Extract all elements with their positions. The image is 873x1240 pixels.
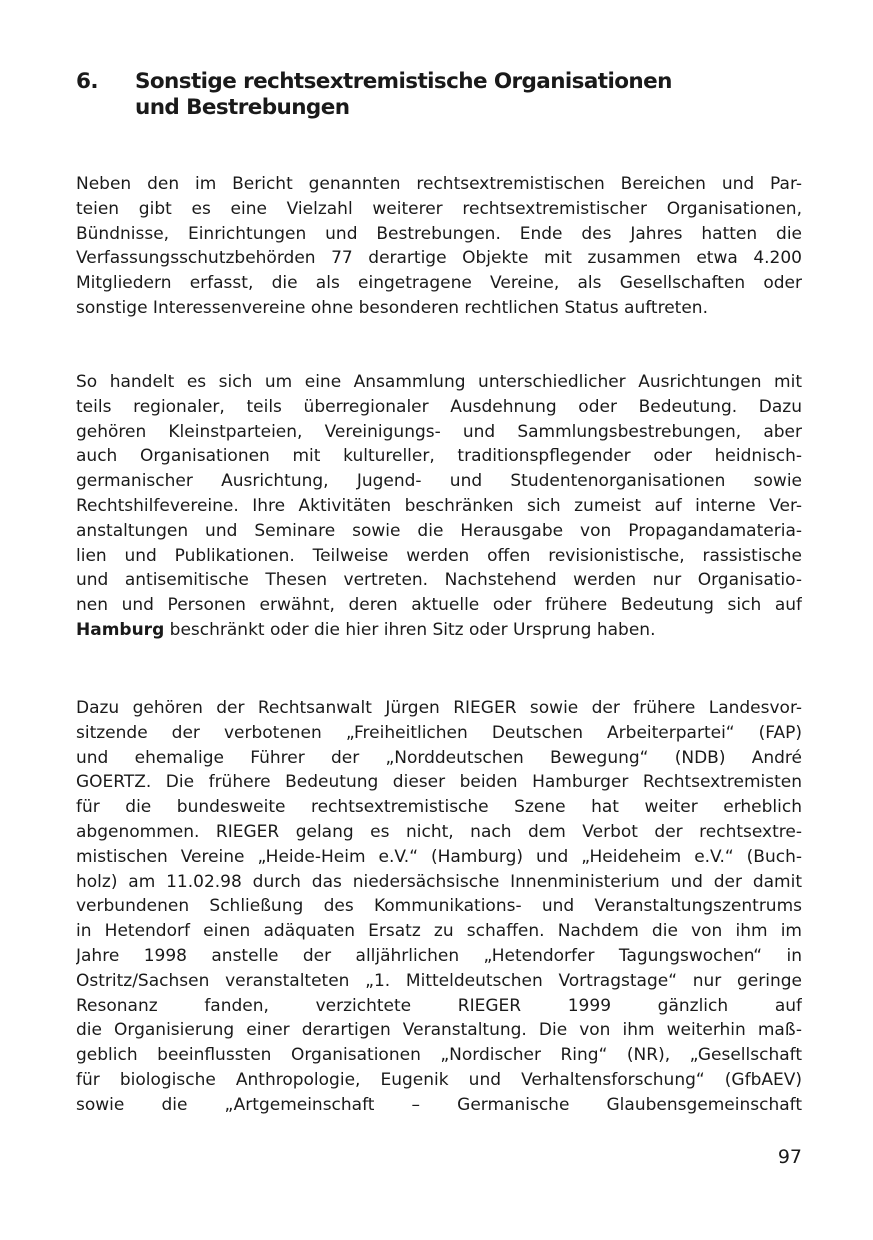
text-line: Verfassungsschutzbehörden 77 derartige Objekte mit zusammen etwa 4.200 [76,248,802,269]
text-line: teils regionaler, teils überregionaler Ausdehnung oder Bedeutung. Dazu [76,396,802,417]
text-line: in Hetendorf einen adäquaten Ersatz zu schaffen. Nachdem die von ihm im [76,921,802,942]
section-title [135,69,785,121]
paragraph-3 [76,696,802,1118]
text-line: und antisemitische Thesen vertreten. Nachstehend werden nur Organisatio- [76,570,802,591]
text-line [76,618,802,643]
hamburg-bold: Hamburg [76,619,165,640]
text-line: anstaltungen und Seminare sowie die Herausgabe von Propagandamateria- [76,520,802,541]
text-line: Resonanz fanden, verzichtete RIEGER 1999 gänzlich auf [76,995,802,1016]
text-line: Bündnisse, Einrichtungen und Bestrebungen. Ende des Jahres hatten die [76,223,802,244]
text-line: sitzende der verbotenen „Freiheitlichen Deutschen Arbeiterpartei“ (FAP) [76,722,802,743]
text-line: nen und Personen erwähnt, deren aktuelle oder frühere Bedeutung sich auf [76,595,802,616]
section-title-line: und Bestrebungen [135,95,350,120]
text-line: gehören Kleinstparteien, Vereinigungs- und Sammlungsbestrebungen, aber [76,421,802,442]
text-line: verbundenen Schließung des Kommunikations- und Veranstaltungszentrums [76,896,802,917]
text-line: germanischer Ausrichtung, Jugend- und Studentenorganisationen sowie [76,471,802,492]
text-line: Neben den im Bericht genannten rechtsextremistischen Bereichen und Par- [76,174,802,194]
text-line: sowie die „Artgemeinschaft – Germanische Glaubensgemeinschaft [76,1094,802,1115]
section-title-line: Sonstige rechtsextremistische Organisationen [135,69,672,94]
section-number: 6. [76,69,98,94]
text-line: teien gibt es eine Vielzahl weiterer rechtsextremistischer Organisationen, [76,198,802,219]
text-line: GOERTZ. Die frühere Bedeutung dieser beiden Hamburger Rechtsextremisten [76,772,802,793]
text-line: Ostritz/Sachsen veranstalteten „1. Mitteldeutschen Vortragstage“ nur geringe [76,970,802,991]
text-line: mistischen Vereine „Heide-Heim e.V.“ (Hamburg) und „Heideheim e.V.“ (Buch- [76,846,802,867]
text-line: holz) am 11.02.98 durch das niedersächsische Innenministerium und der damit [76,871,802,892]
text-line: auch Organisationen mit kultureller, traditionspflegender oder heidnisch- [76,446,802,467]
text-line: So handelt es sich um eine Ansammlung unterschiedlicher Ausrichtungen mit [76,372,802,392]
text-line: Jahre 1998 anstelle der alljährlichen „Hetendorfer Tagungswochen“ in [76,945,802,966]
text-line: und ehemalige Führer der „Norddeutschen Bewegung“ (NDB) André [76,747,802,768]
text-line: für biologische Anthropologie, Eugenik und Verhaltensforschung“ (GfbAEV) [76,1069,802,1090]
text-line: Rechtshilfevereine. Ihre Aktivitäten beschränken sich zumeist auf interne Ver- [76,495,802,516]
text-line-rest: beschränkt oder die hier ihren Sitz oder Ursprung haben. [164,619,656,640]
paragraph-2 [76,370,802,643]
text-line: Mitgliedern erfasst, die als eingetragene Vereine, als Gesellschaften oder [76,273,802,294]
text-line: sonstige Interessenvereine ohne besonderen rechtlichen Status auftreten. [76,297,708,318]
text-line: geblich beeinflussten Organisationen „Nordischer Ring“ (NR), „Gesellschaft [76,1045,802,1066]
text-line: die Organisierung einer derartigen Veranstaltung. Die von ihm weiterhin maß- [76,1020,802,1041]
text-line: für die bundesweite rechtsextremistische Szene hat weiter erheblich [76,797,802,818]
page-number: 97 [777,1146,802,1168]
text-line: abgenommen. RIEGER gelang es nicht, nach dem Verbot der rechtsextre- [76,821,802,842]
text-line: Dazu gehören der Rechtsanwalt Jürgen RIEGER sowie der frühere Landesvor- [76,698,802,718]
paragraph-1 [76,172,802,321]
text-line: lien und Publikationen. Teilweise werden offen revisionistische, rassistische [76,545,802,566]
